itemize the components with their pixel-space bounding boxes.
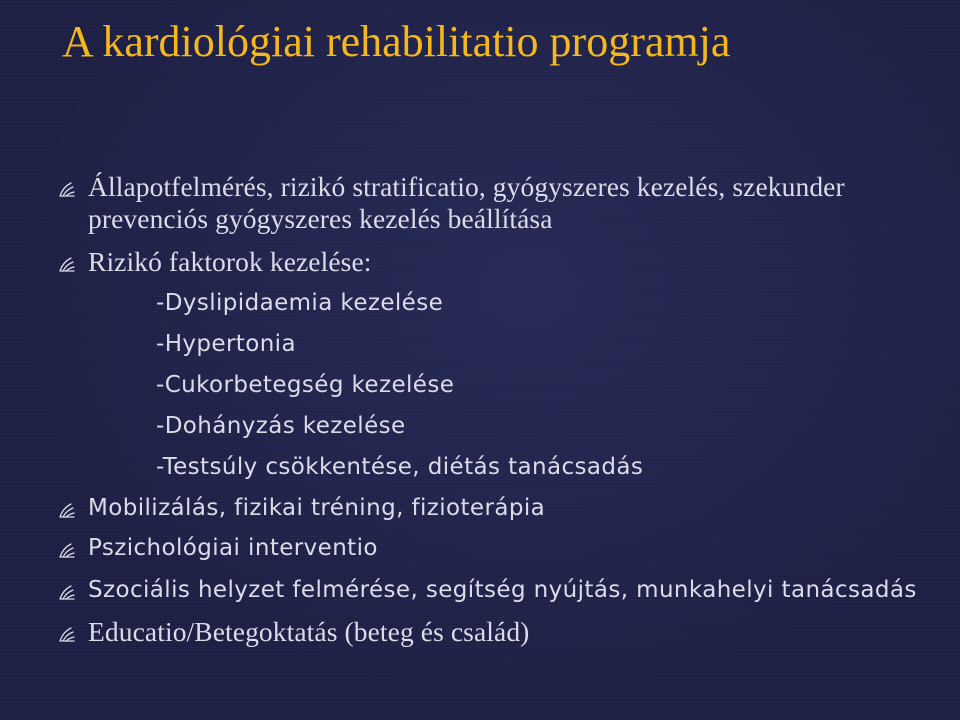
bullet-text: Szociális helyzet felmérése, segítség nyújtás, munkahelyi tanácsadás (88, 577, 917, 603)
slide-title: A kardiológiai rehabilitatio programja (62, 17, 731, 66)
bullet-item (56, 492, 946, 524)
bullet-text: Rizikó faktorok kezelése: (88, 246, 372, 277)
bullet-text: Mobilizálás, fizikai tréning, fizioterápia (88, 495, 546, 521)
wing-bullet-icon (58, 542, 76, 560)
bullet-text: Pszichológiai interventio (88, 535, 378, 561)
bullet-text: Állapotfelmérés, rizikó stratificatio, gyógyszeres kezelés, szekunder prevenciós gyógyszeres kezelés beállítása (88, 171, 845, 234)
bullet-item (56, 171, 946, 235)
sub-item: -Cukorbetegség kezelése (156, 372, 455, 398)
wing-bullet-icon (58, 181, 76, 199)
bullet-text: Educatio/Betegoktatás (beteg és család) (88, 616, 530, 647)
bullet-item (56, 246, 946, 278)
bullet-item (56, 616, 946, 648)
bullet-item (56, 574, 946, 606)
wing-bullet-icon (58, 502, 76, 520)
bullet-list (56, 171, 946, 648)
sub-item: -Dohányzás kezelése (156, 413, 406, 439)
sub-item: -Testsúly csökkentése, diétás tanácsadás (156, 454, 644, 480)
wing-bullet-icon (58, 584, 76, 602)
sub-item: -Dyslipidaemia kezelése (156, 290, 444, 316)
sub-item: -Hypertonia (156, 331, 296, 357)
wing-bullet-icon (58, 626, 76, 644)
bullet-item (56, 532, 946, 564)
wing-bullet-icon (58, 256, 76, 274)
